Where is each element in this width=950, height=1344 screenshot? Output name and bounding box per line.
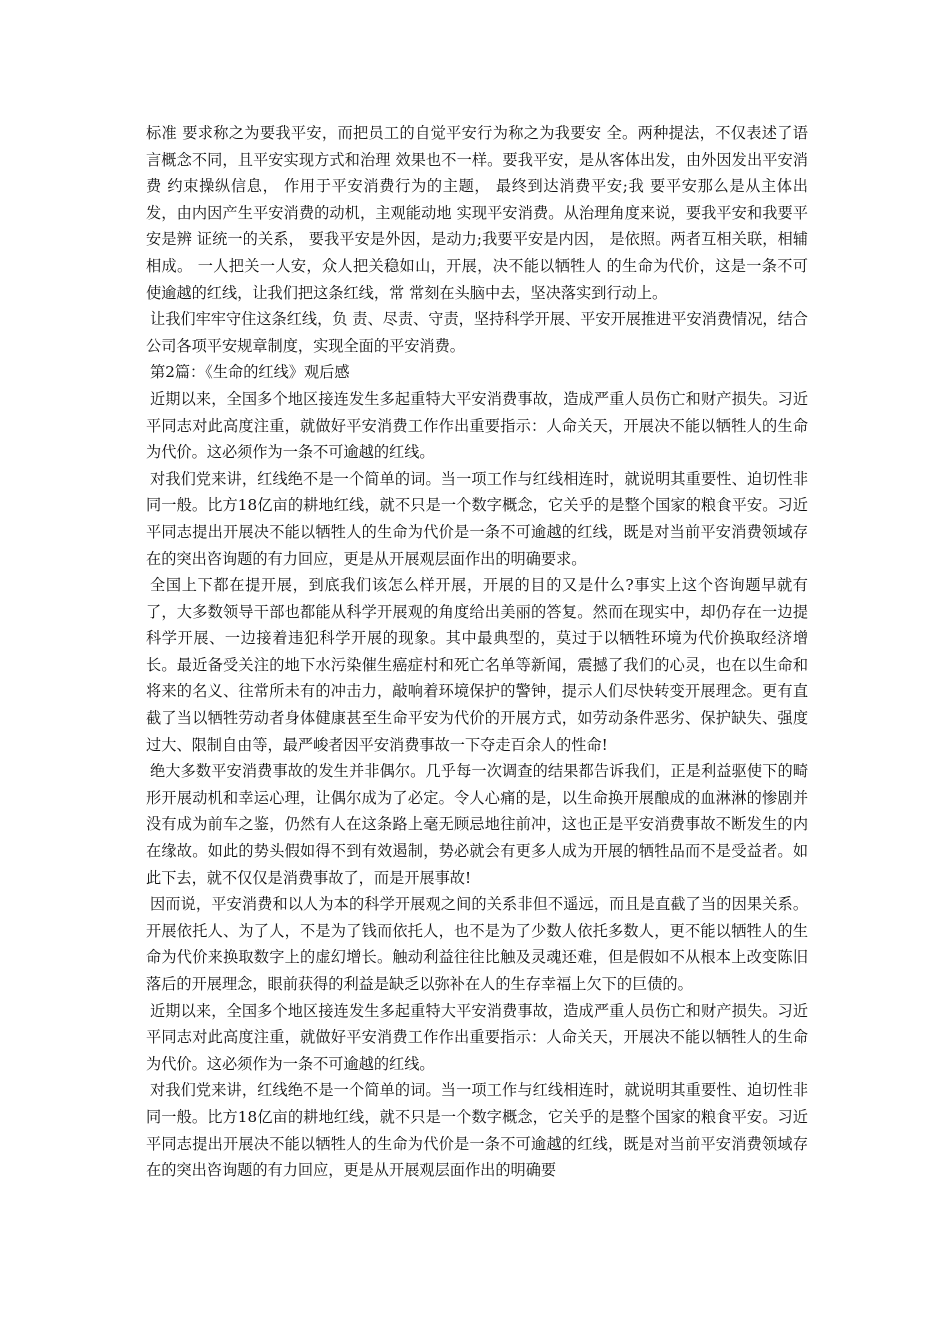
paragraph-9: 对我们党来讲，红线绝不是一个简单的词。当一项工作与红线相连时，就说明其重要性、迫切性非同一般。比方18亿亩的耕地红线，就不只是一个数字概念，它关乎的是整个国家的粮食平安。习近平同志提出开展决不能以牺牲人的生命为代价是一条不可逾越的红线，既是对当前平安消费领域存在的突出咨询题的有力回应，更是从开展观层面作出的明确要 xyxy=(146,1081,808,1180)
paragraph-6: 绝大多数平安消费事故的发生并非偶尔。几乎每一次调查的结果都告诉我们，正是利益驱使下的畸形开展动机和幸运心理，让偶尔成为了必定。令人心痛的是，以生命换开展酿成的血淋淋的惨剧并没有成为前车之鉴，仍然有人在这条路上毫无顾忌地往前冲，这也正是平安消费事故不断发生的内在缘故。如此的势头假如得不到有效遏制，势必就会有更多人成为开展的牺牲品而不是受益者。如此下去，就不仅仅是消费事故了，而是开展事故! xyxy=(146,762,808,887)
paragraph-8: 近期以来，全国多个地区接连发生多起重特大平安消费事故，造成严重人员伤亡和财产损失。习近平同志对此高度注重，就做好平安消费工作作出重要指示：人命关天，开展决不能以牺牲人的生命为代价。这必须作为一条不可逾越的红线。 xyxy=(146,1001,808,1073)
section-heading: 第2篇：《生命的红线》观后感 xyxy=(150,363,350,382)
paragraph-3: 近期以来，全国多个地区接连发生多起重特大平安消费事故，造成严重人员伤亡和财产损失。习近平同志对此高度注重，就做好平安消费工作作出重要指示：人命关天，开展决不能以牺牲人的生命为代价。这必须作为一条不可逾越的红线。 xyxy=(146,389,808,462)
paragraph-5: 全国上下都在提开展，到底我们该怎么样开展，开展的目的又是什么?事实上这个咨询题早就有了，大多数领导干部也都能从科学开展观的角度给出美丽的答复。然而在现实中，却仍存在一边提科学开展、一边接着违犯科学开展的现象。其中最典型的，莫过于以牺牲环境为代价换取经济增长。最近备受关注的地下水污染催生癌症村和死亡名单等新闻，震撼了我们的心灵，也在以生命和将来的名义、往常所未有的冲击力，敲响着环境保护的警钟，提示人们尽快转变开展理念。更有直截了当以牺牲劳动者身体健康甚至生命平安为代价的开展方式，如劳动条件恶劣、保护缺失、强度过大、限制自由等，最严峻者因平安消费事故一下夺走百余人的性命! xyxy=(146,576,808,754)
document-page xyxy=(146,120,808,1184)
paragraph-4: 对我们党来讲，红线绝不是一个简单的词。当一项工作与红线相连时，就说明其重要性、迫切性非同一般。比方18亿亩的耕地红线，就不只是一个数字概念，它关乎的是整个国家的粮食平安。习近平同志提出开展决不能以牺牲人的生命为代价是一条不可逾越的红线，既是对当前平安消费领域存在的突出咨询题的有力回应，更是从开展观层面作出的明确要求。 xyxy=(146,469,808,568)
paragraph-1: 标准 要求称之为要我平安，而把员工的自觉平安行为称之为我要安 全。两种提法，不仅表述了语言概念不同，且平安实现方式和治理 效果也不一样。要我平安，是从客体出发，由外因发出平安消费 约束操纵信息， 作用于平安消费行为的主题， 最终到达消费平安;我 要平安那么是从主体出发，由内因产生平安消费的动机，主观能动地 实现平安消费。从治理角度来说，要我平安和我要平安是辨 证统一的关系， 要我平安是外因，是动力;我要平安是内因， 是依照。两者互相关联，相辅相成。 一人把关一人安，众人把关稳如山，开展，决不能以牺牲人 的生命为代价，这是一条不可使逾越的红线，让我们把这条红线，常 常刻在头脑中去，坚决落实到行动上。 xyxy=(146,124,808,302)
paragraph-2: 让我们牢牢守住这条红线，负 责、尽责、守责，坚持科学开展、平安开展推进平安消费情况，结合 公司各项平安规章制度，实现全面的平安消费。 xyxy=(146,310,808,355)
paragraph-7: 因而说，平安消费和以人为本的科学开展观之间的关系非但不遥远，而且是直截了当的因果关系。开展依托人、为了人，不是为了钱而依托人，也不是为了少数人依托多数人，更不能以牺牲人的生命为代价来换取数字上的虚幻增长。触动利益往往比触及灵魂还难，但是假如不从根本上改变陈旧落后的开展理念，眼前获得的利益是缺乏以弥补在人的生存幸福上欠下的巨债的。 xyxy=(146,895,808,993)
